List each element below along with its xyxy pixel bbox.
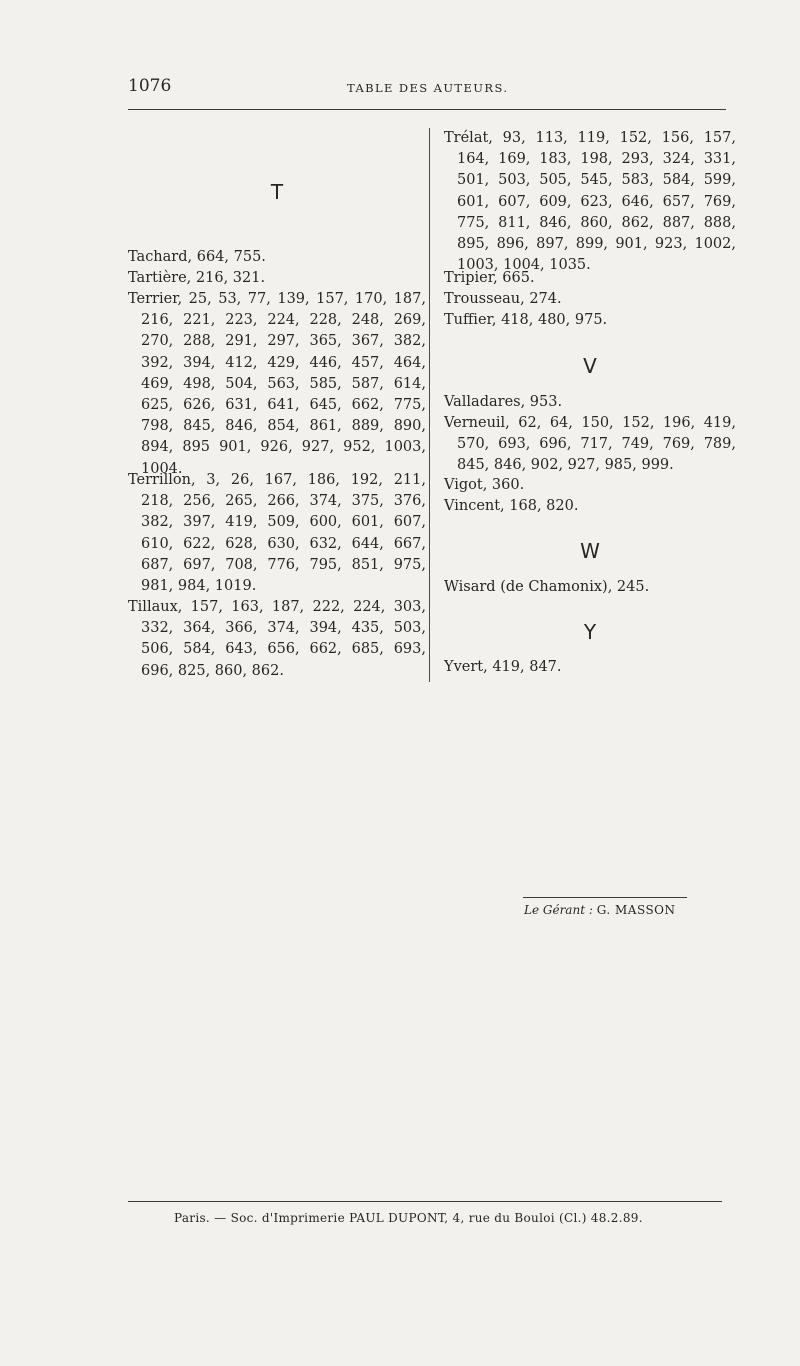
index-entry-trousseau: Trousseau, 274. bbox=[444, 291, 562, 307]
section-letter-y: Y bbox=[583, 620, 597, 644]
gerant-name: G. MASSON bbox=[596, 903, 676, 917]
running-title: TABLE DES AUTEURS. bbox=[347, 81, 509, 95]
index-entry-valladares: Valladares, 953. bbox=[444, 394, 563, 410]
index-entry-tillaux: Tillaux, 157, 163, 187, 222, 224, 303, 332, 364, 366, 374, 394, 435, 503, 506, 584, 643, 656, 662, 685, 693, 696, 825, 860, 862. bbox=[128, 599, 426, 679]
index-entry-tachard: Tachard, 664, 755. bbox=[128, 249, 266, 265]
index-entry-trelat: Trélat, 93, 113, 119, 152, 156, 157, 164, 169, 183, 198, 293, 324, 331, 501, 503, 505, 545, 583, 584, 599, 601, 607, 609, 623, 646, 657, 769, 775, 811, 846, 860, 862, 887, 888, 895, 896, 897, 899, 901, 923, 1002, 1003, 1004, 1035. bbox=[444, 130, 736, 274]
index-entry-yvert: Yvert, 419, 847. bbox=[444, 659, 562, 675]
signature-rule bbox=[523, 897, 687, 898]
section-letter-w: W bbox=[580, 539, 600, 563]
index-entry-tuffier: Tuffier, 418, 480, 975. bbox=[444, 312, 608, 328]
section-letter-v: V bbox=[583, 354, 597, 378]
index-entry-tripier: Tripier, 665. bbox=[444, 270, 535, 286]
index-entry-terrillon: Terrillon, 3, 26, 167, 186, 192, 211, 218, 256, 265, 266, 374, 375, 376, 382, 397, 419, 509, 600, 601, 607, 610, 622, 628, 630, 632, 644, 667, 687, 697, 708, 776, 795, 851, 975, 981, 984, 1019. bbox=[128, 472, 426, 595]
column-divider bbox=[429, 128, 430, 682]
index-entry-tartiere: Tartière, 216, 321. bbox=[128, 270, 266, 286]
section-letter-t: T bbox=[270, 180, 284, 204]
page-number: 1076 bbox=[128, 76, 172, 96]
index-entry-vincent: Vincent, 168, 820. bbox=[444, 498, 579, 514]
index-entry-wisard: Wisard (de Chamonix), 245. bbox=[444, 579, 650, 595]
index-entry-vigot: Vigot, 360. bbox=[444, 477, 525, 493]
gerant-label: Le Gérant : bbox=[524, 903, 593, 917]
footer-rule bbox=[128, 1201, 722, 1202]
header-rule bbox=[128, 109, 726, 110]
printer-imprint: Paris. — Soc. d'Imprimerie PAUL DUPONT, 4, rue du Bouloi (Cl.) 48.2.89. bbox=[174, 1211, 643, 1225]
index-entry-verneuil: Verneuil, 62, 64, 150, 152, 196, 419, 570, 693, 696, 717, 749, 769, 789, 845, 846, 902, 927, 985, 999. bbox=[444, 415, 736, 474]
index-entry-terrier: Terrier, 25, 53, 77, 139, 157, 170, 187, 216, 221, 223, 224, 228, 248, 269, 270, 288, 291, 297, 365, 367, 382, 392, 394, 412, 429, 446, 457, 464, 469, 498, 504, 563, 585, 587, 614, 625, 626, 631, 641, 645, 662, 775, 798, 845, 846, 854, 861, 889, 890, 894, 895 901, 926, 927, 952, 1003, 1004. bbox=[128, 291, 426, 477]
gerant-signature bbox=[524, 903, 676, 917]
